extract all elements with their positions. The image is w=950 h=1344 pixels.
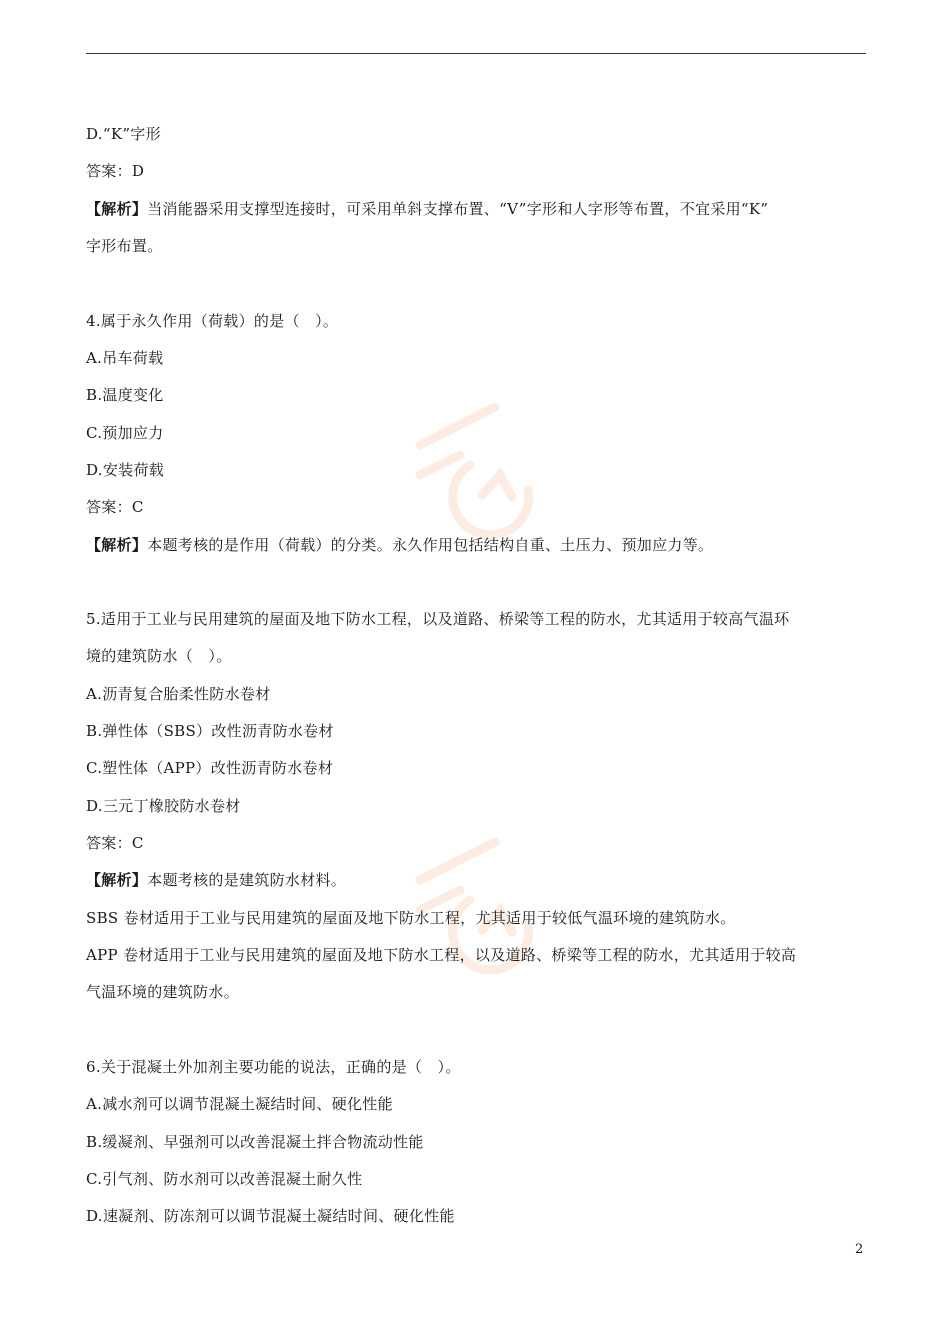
q5-note-app-cont: 气温环境的建筑防水。 bbox=[86, 983, 240, 1001]
q5-note-sbs: SBS 卷材适用于工业与民用建筑的屋面及地下防水工程，尤其适用于较低气温环境的建筑防水。 bbox=[86, 909, 736, 927]
analysis-tag: 【解析】 bbox=[86, 536, 148, 554]
q3-analysis bbox=[86, 199, 768, 219]
q4-stem: 4.属于永久作用（荷载）的是（ ）。 bbox=[86, 312, 339, 330]
q5-stem-cont: 境的建筑防水（ ）。 bbox=[86, 647, 232, 665]
q6-stem: 6.关于混凝土外加剂主要功能的说法，正确的是（ ）。 bbox=[86, 1058, 461, 1076]
q6-option-d: D.速凝剂、防冻剂可以调节混凝土凝结时间、硬化性能 bbox=[86, 1207, 455, 1225]
q6-option-c: C.引气剂、防水剂可以改善混凝土耐久性 bbox=[86, 1170, 363, 1188]
analysis-tag: 【解析】 bbox=[86, 200, 148, 218]
q4-option-a: A.吊车荷载 bbox=[86, 349, 164, 367]
q6-option-b: B.缓凝剂、早强剂可以改善混凝土拌合物流动性能 bbox=[86, 1133, 424, 1151]
q4-option-b: B.温度变化 bbox=[86, 386, 164, 404]
q3-option-d: D.“K”字形 bbox=[86, 125, 161, 143]
q4-analysis-text: 本题考核的是作用（荷载）的分类。永久作用包括结构自重、土压力、预加应力等。 bbox=[147, 536, 714, 554]
q4-option-c: C.预加应力 bbox=[86, 424, 164, 442]
q5-answer: 答案：C bbox=[86, 834, 144, 852]
page-number: 2 bbox=[855, 1242, 864, 1257]
q4-answer: 答案：C bbox=[86, 498, 144, 516]
q5-stem: 5.适用于工业与民用建筑的屋面及地下防水工程，以及道路、桥梁等工程的防水，尤其适用于较高气温环 bbox=[86, 610, 790, 628]
q5-option-d: D.三元丁橡胶防水卷材 bbox=[86, 797, 241, 815]
q5-option-c: C.塑性体（APP）改性沥青防水卷材 bbox=[86, 759, 334, 777]
watermark-logo-icon bbox=[400, 395, 550, 545]
q4-analysis bbox=[86, 535, 713, 555]
header-rule bbox=[86, 53, 866, 54]
q5-analysis bbox=[86, 870, 346, 890]
q5-analysis-text: 本题考核的是建筑防水材料。 bbox=[147, 871, 347, 889]
q5-note-app: APP 卷材适用于工业与民用建筑的屋面及地下防水工程，以及道路、桥梁等工程的防水，尤其适用于较高 bbox=[86, 946, 797, 964]
q4-option-d: D.安装荷载 bbox=[86, 461, 165, 479]
q3-analysis-cont: 字形布置。 bbox=[86, 237, 163, 255]
q5-option-b: B.弹性体（SBS）改性沥青防水卷材 bbox=[86, 722, 334, 740]
q5-option-a: A.沥青复合胎柔性防水卷材 bbox=[86, 685, 271, 703]
q3-answer: 答案：D bbox=[86, 162, 145, 180]
q6-option-a: A.减水剂可以调节混凝土凝结时间、硬化性能 bbox=[86, 1095, 393, 1113]
q3-analysis-text: 当消能器采用支撑型连接时，可采用单斜支撑布置、“V”字形和人字形等布置，不宜采用“K” bbox=[147, 200, 769, 218]
analysis-tag: 【解析】 bbox=[86, 871, 148, 889]
